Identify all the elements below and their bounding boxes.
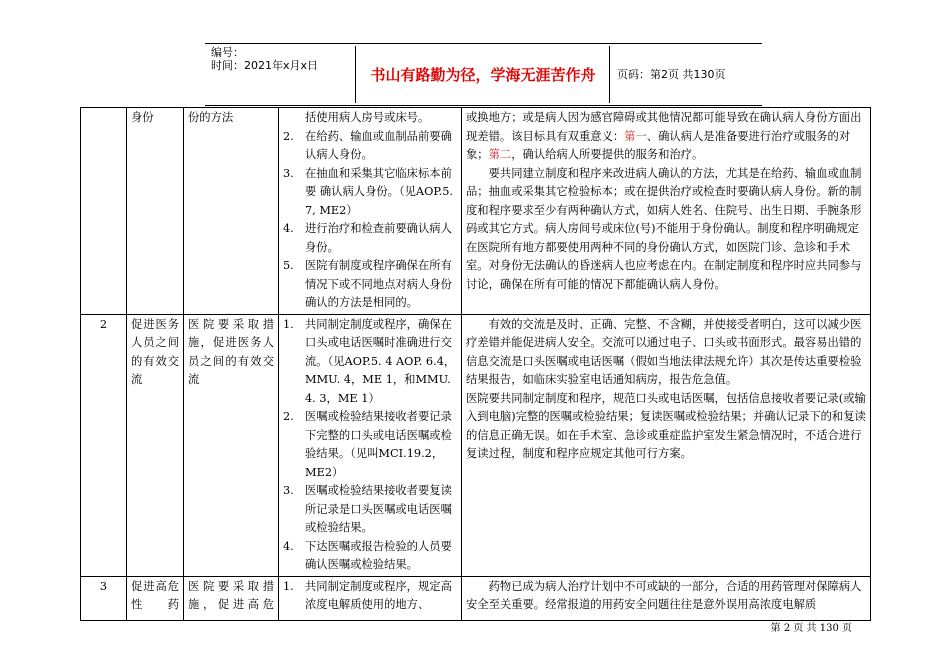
safety-goals-table bbox=[80, 107, 871, 621]
list-item: 1. 共同制定制度或程序，规定高浓度电解质使用的地方、 bbox=[283, 579, 452, 611]
explanation-cell bbox=[462, 576, 871, 620]
list-item: 1. 共同制定制度或程序，确保在口头或电话医嘱时准确进行交流。（见AOP.5. 4 AOP. 6.4，MMU. 4，ME 1，和MMU. 4. 3，ME 1） bbox=[283, 317, 456, 405]
goal-cell: 促进医务人员之间的有效交流 bbox=[127, 314, 184, 576]
measure-cell: 医院要采取措施，促进医务人员之间的有效交流 bbox=[184, 314, 279, 576]
time-line: 时间：2021年x月x日 bbox=[211, 59, 319, 72]
row-number: 3 bbox=[81, 576, 127, 620]
list-item: 5. 医院有制度或程序确保在所有情况下或不同地点对病人身份确认的方法是相同的。 bbox=[283, 259, 452, 309]
list-item: 2. 医嘱或检验结果接收者要记录下完整的口头或电话医嘱或检验结果。（见叫MCI.19.2，ME2） bbox=[283, 410, 452, 479]
header-slogan: 书山有路勤为径，学海无涯苦作舟 bbox=[370, 66, 596, 84]
header-divider bbox=[609, 46, 610, 103]
header-divider bbox=[355, 46, 356, 103]
goal-cell: 促进高危性药 bbox=[127, 576, 184, 620]
measure-cell: 份的方法 bbox=[184, 108, 279, 315]
requirements-cell bbox=[279, 314, 462, 576]
list-item: 4. 下达医嘱或报告检验的人员要确认医嘱或检验结果。 bbox=[283, 539, 452, 571]
explanation-cell bbox=[462, 314, 871, 576]
requirements-cell bbox=[279, 576, 462, 620]
requirements-cell bbox=[279, 108, 462, 315]
list-item: 2. 在给药、输血或血制品前要确认病人身份。 bbox=[283, 129, 452, 161]
row-number bbox=[81, 108, 127, 315]
explanation-paragraph: 或换地方；或是病人因为感官障碍或其他情况都可能导致在确认病人身份方面出现差错。该目标具有双重意义：第一、确认病人是准备要进行治疗或服务的对象；第二，确认给病人所要提供的服务和治疗。 bbox=[466, 111, 862, 161]
explanation-paragraph: 要共同建立制度和程序来改进病人确认的方法，尤其是在给药、输血或血制品；抽血或采集其它检验标本；或在提供治疗或检查时要确认病人身份。新的制度和程序要求至少有两种确认方式，如病人姓名、住院号、出生日期、手腕条形码或其它方式。病人房间号或床位(号)不能用于身份确认。制度和程序明确规定在医院所有地方都要使用两种不同的身份确认方式，如医院门诊、急诊和手术室。对身份无法确认的昏迷病人也应考虑在内。在制定制度和程序时应共同参与讨论，确保在所有可能的情况下都能确认病人身份。 bbox=[466, 166, 862, 291]
explanation-paragraph: 药物已成为病人治疗计划中不可或缺的一部分，合适的用药管理对保障病人安全至关重要。经常报道的用药安全问题往往是意外误用高浓度电解质 bbox=[466, 579, 862, 611]
goal-cell: 身份 bbox=[127, 108, 184, 315]
explanation-cell bbox=[462, 108, 871, 315]
table-row bbox=[81, 108, 871, 315]
header-page-info: 页码：第2页 共130页 bbox=[617, 68, 726, 81]
list-item: 3. 在抽血和采集其它临床标本前要 确认病人身份。（见AOP.5. 7, ME2） bbox=[283, 166, 454, 217]
page-header bbox=[205, 43, 762, 106]
row-number: 2 bbox=[81, 314, 127, 576]
page-footer: 第 2 页 共 130 页 bbox=[770, 623, 852, 634]
table-row bbox=[81, 314, 871, 576]
list-item: 括使用病人房号或床号。 bbox=[305, 111, 430, 124]
code-label: 编号： bbox=[211, 46, 244, 59]
explanation-paragraph: 有效的交流是及时、正确、完整、不含糊，并使接受者明白，这可以减少医疗差错并能促进病人安全。交流可以通过电子、口头或书面形式。最容易出错的信息交流是口头医嘱或电话医嘱（假如当地法律法规允许）其次是传达重要检验结果报告，如临床实验室电话通知病房，报告危急值。 bbox=[466, 317, 862, 386]
measure-cell: 医院要采取措施，促进高危 bbox=[184, 576, 279, 620]
header-meta bbox=[211, 46, 318, 72]
table-row bbox=[81, 576, 871, 620]
list-item: 4. 进行治疗和检查前要确认病人身份。 bbox=[283, 222, 452, 254]
explanation-paragraph: 医院要共同制定制度和程序，规范口头或电话医嘱，包括信息接收者要记录(或输入到电脑)完整的医嘱或检验结果；复读医嘱或检验结果；并确认记录下的和复读的信息正确无误。如在手术室、急诊或重症监护室发生紧急情况时，不适合进行复读过程，制度和程序应规定其他可行方案。 bbox=[466, 391, 866, 460]
list-item: 3. 医嘱或检验结果接收者要复读所记录是口头医嘱或电话医嘱或检验结果。 bbox=[283, 484, 452, 534]
